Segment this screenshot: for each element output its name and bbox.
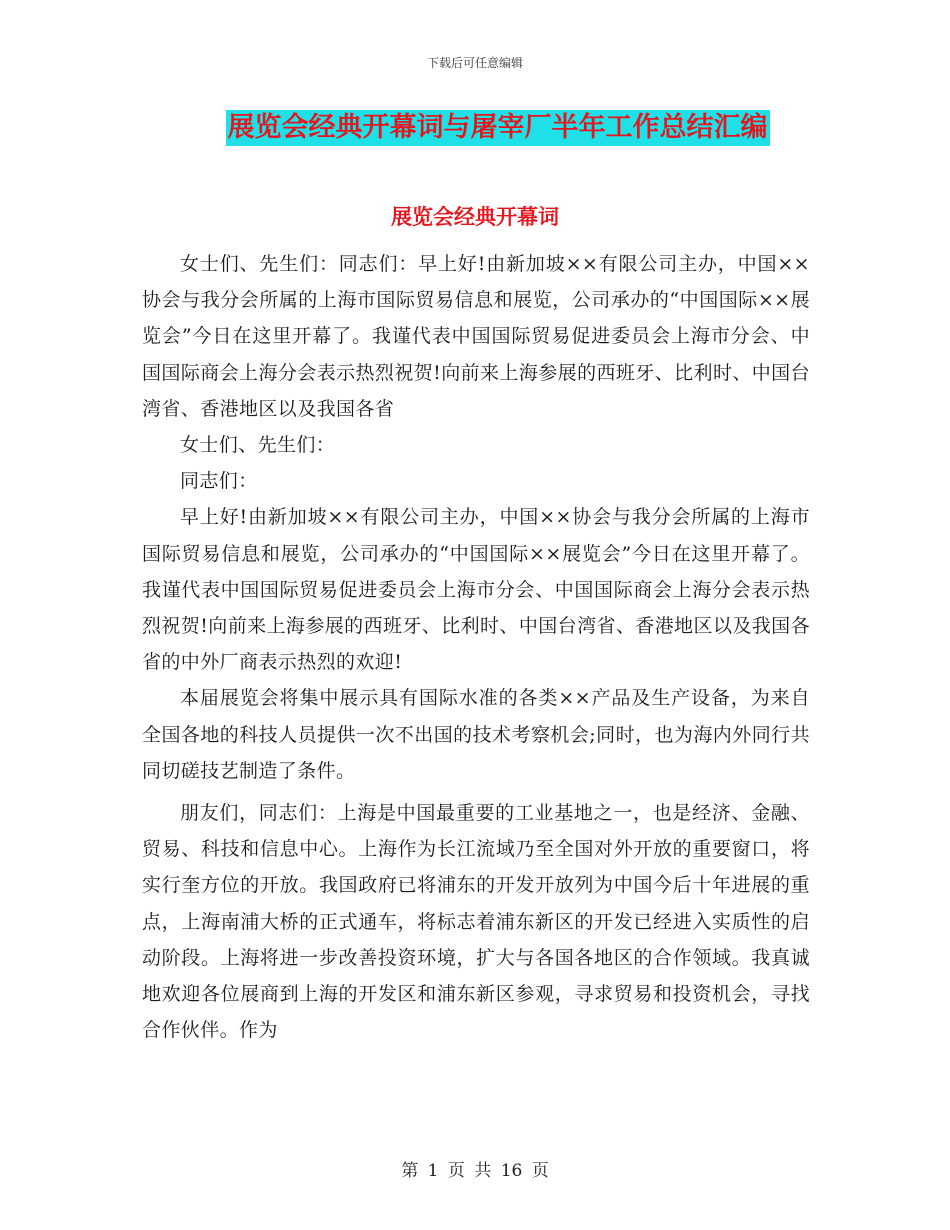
paragraph-5: 本届展览会将集中展示具有国际水准的各类××产品及生产设备，为来自全国各地的科技人员提供一次不出国的技术考察机会;同时，也为海内外同行共同切磋技艺制造了条件。 [142, 687, 810, 782]
main-title: 展览会经典开幕词与屠宰厂半年工作总结汇编 [226, 110, 770, 146]
document-body [142, 246, 810, 1048]
main-title-container [0, 110, 950, 146]
paragraph-6: 朋友们，同志们：上海是中国最重要的工业基地之一，也是经济、金融、贸易、科技和信息中心。上海作为长江流域乃至全国对外开放的重要窗口，将实行奎方位的开放。我国政府已将浦东的开发开放列为中国今后十年进展的重点，上海南浦大桥的正式通车，将标志着浦东新区的开发已经进入实质性的启动阶段。上海将进一步改善投资环境，扩大与各国各地区的合作领域。我真诚地欢迎各位展商到上海的开发区和浦东新区参观，寻求贸易和投资机会，寻找合作伙伴。作为 [142, 802, 810, 1042]
header-note: 下载后可任意编辑 [426, 56, 523, 70]
page-number-footer: 第 1 页 共 16 页 [401, 1161, 549, 1181]
paragraph-1: 女士们、先生们：同志们：早上好!由新加坡××有限公司主办，中国××协会与我分会所属的上海市国际贸易信息和展览，公司承办的“中国国际××展览会”今日在这里开幕了。我谨代表中国国际贸易促进委员会上海市分会、中国国际商会上海分会表示热烈祝贺!向前来上海参展的西班牙、比利时、中国台湾省、香港地区以及我国各省 [142, 253, 810, 420]
paragraph-3: 同志们： [180, 470, 258, 493]
section-title: 展览会经典开幕词 [391, 204, 559, 229]
paragraph-4: 早上好!由新加坡××有限公司主办，中国××协会与我分会所属的上海市国际贸易信息和展览，公司承办的“中国国际××展览会”今日在这里开幕了。我谨代表中国国际贸易促进委员会上海市分会、中国国际商会上海分会表示热烈祝贺!向前来上海参展的西班牙、比利时、中国台湾省、香港地区以及我国各省的中外厂商表示热烈的欢迎! [142, 506, 810, 674]
paragraph-2: 女士们、先生们： [180, 434, 336, 457]
